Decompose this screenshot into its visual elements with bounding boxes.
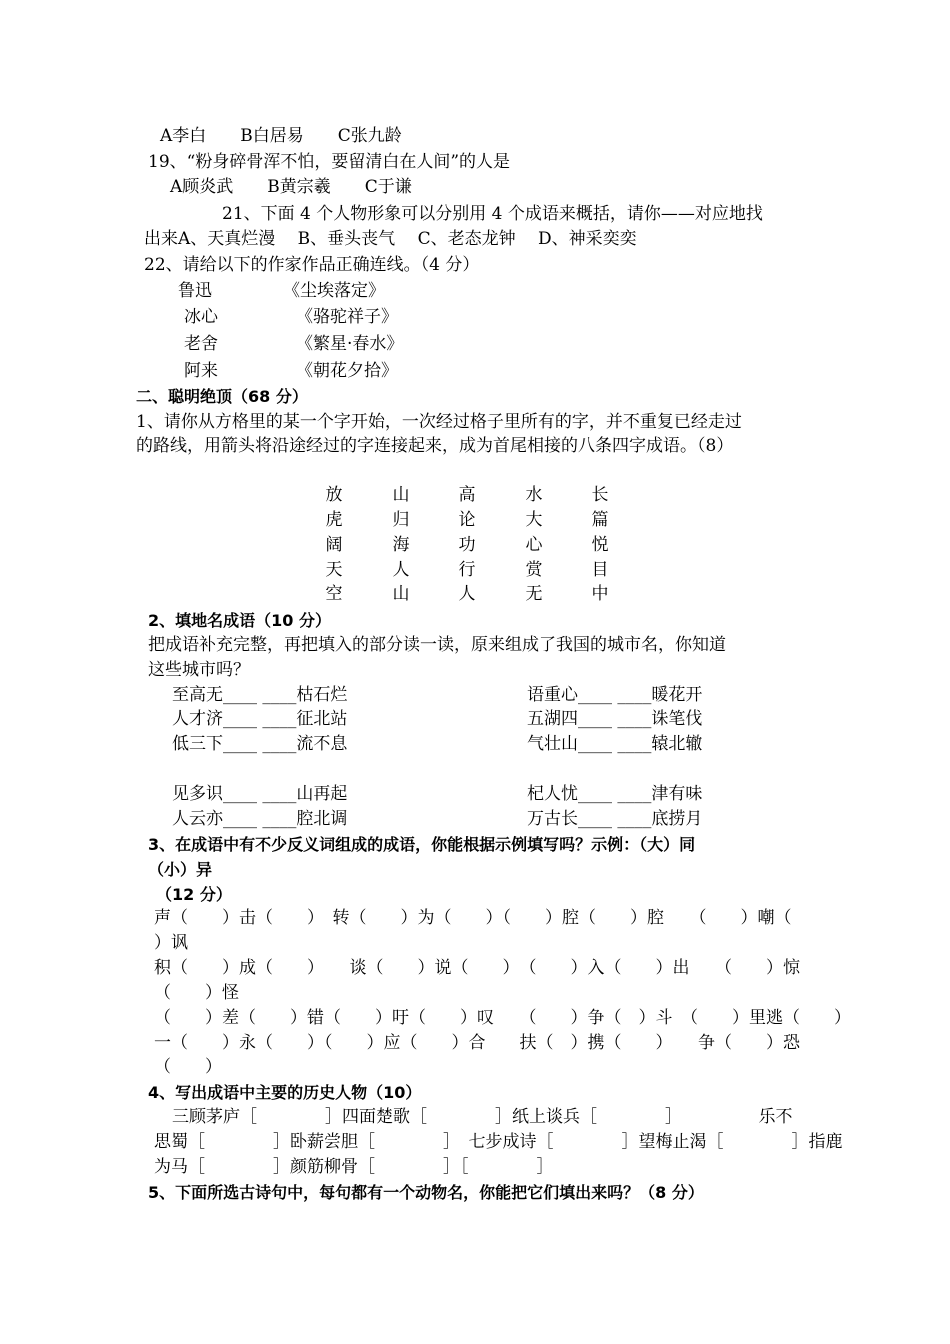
grid-char[interactable]: 海	[392, 535, 410, 555]
q21-line2: 出来A、天真烂漫 B、垂头丧气 C、老态龙钟 D、神采奕奕	[144, 229, 637, 249]
grid-char[interactable]: 山	[392, 584, 410, 604]
idiom-fill-item[interactable]: 人才济____ ____征北站	[172, 709, 348, 729]
grid-char[interactable]: 水	[525, 485, 543, 505]
section-title: 二、聪明绝顶（68 分）	[136, 387, 308, 406]
idiom-fill-item[interactable]: 语重心____ ____暖花开	[527, 685, 703, 705]
q22-author: 阿来	[184, 361, 218, 381]
q21-line1: 21、下面 4 个人物形象可以分别用 4 个成语来概括，请你——对应地找	[222, 204, 763, 224]
grid-char[interactable]: 行	[458, 560, 476, 580]
idiom-fill-item[interactable]: 见多识____ ____山再起	[172, 784, 348, 804]
q2-desc-line2: 这些城市吗？	[148, 660, 250, 680]
q22-author: 鲁迅	[178, 281, 212, 301]
idiom-fill-item[interactable]: 人云亦____ ____腔北调	[172, 809, 348, 829]
q1-line2: 的路线，用箭头将沿途经过的字连接起来，成为首尾相接的八条四字成语。（8）	[136, 436, 734, 456]
q22-work: 《尘埃落定》	[283, 281, 385, 301]
grid-char[interactable]: 阔	[325, 535, 343, 555]
q2-desc-line1: 把成语补充完整，再把填入的部分读一读，原来组成了我国的城市名，你知道	[148, 635, 726, 655]
antonym-fill-line[interactable]: ）讽	[154, 933, 188, 953]
grid-char[interactable]: 功	[458, 535, 476, 555]
idiom-fill-item[interactable]: 气壮山____ ____辕北辙	[527, 734, 703, 754]
antonym-fill-line[interactable]: 声（ ）击（ ） 转（ ）为（ ）（ ）腔（ ）腔 （ ）嘲（	[154, 908, 792, 928]
q22-work: 《繁星·春水》	[296, 334, 404, 354]
q22-question: 22、请给以下的作家作品正确连线。（4 分）	[144, 255, 480, 275]
idiom-fill-item[interactable]: 至高无____ ____枯石烂	[172, 685, 348, 705]
q3-title: （小）异	[148, 860, 213, 879]
history-figure-line[interactable]: 三顾茅庐［ ］四面楚歌［ ］纸上谈兵［ ］ 乐不	[172, 1107, 793, 1127]
grid-char[interactable]: 放	[325, 485, 343, 505]
grid-char[interactable]: 归	[392, 510, 410, 530]
grid-char[interactable]: 论	[458, 510, 476, 530]
grid-char[interactable]: 目	[591, 560, 609, 580]
grid-char[interactable]: 人	[392, 560, 410, 580]
grid-char[interactable]: 天	[325, 560, 343, 580]
q22-work: 《朝花夕拾》	[296, 361, 398, 381]
grid-char[interactable]: 高	[458, 485, 476, 505]
q3-score: （12 分）	[156, 885, 232, 904]
grid-char[interactable]: 人	[458, 584, 476, 604]
q18-options: A李白 B白居易 C张九龄	[160, 126, 402, 146]
antonym-fill-line[interactable]: （ ）	[154, 1057, 222, 1077]
q22-author: 老舍	[184, 334, 218, 354]
idiom-fill-item[interactable]: 五湖四____ ____诛笔伐	[527, 709, 703, 729]
idiom-fill-item[interactable]: 低三下____ ____流不息	[172, 734, 348, 754]
grid-char[interactable]: 心	[525, 535, 543, 555]
antonym-fill-line[interactable]: 积（ ）成（ ） 谈（ ）说（ ） （ ）入（ ）出 （ ）惊	[154, 958, 800, 978]
q1-line1: 1、请你从方格里的某一个字开始，一次经过格子里所有的字，并不重复已经走过	[136, 412, 742, 432]
idiom-fill-item[interactable]: 万古长____ ____底捞月	[527, 809, 703, 829]
history-figure-line[interactable]: 思蜀［ ］卧薪尝胆［ ］ 七步成诗［ ］望梅止渴［ ］指鹿	[154, 1132, 843, 1152]
q22-author: 冰心	[184, 307, 218, 327]
q5-title: 5、下面所选古诗句中，每句都有一个动物名，你能把它们填出来吗？（8 分）	[148, 1183, 704, 1202]
grid-char[interactable]: 虎	[325, 510, 343, 530]
idiom-fill-item[interactable]: 杞人忧____ ____津有味	[527, 784, 703, 804]
q19-options: A顾炎武 B黄宗羲 C于谦	[170, 177, 412, 197]
grid-char[interactable]: 大	[525, 510, 543, 530]
antonym-fill-line[interactable]: 一（ ）永（ ）（ ）应（ ）合 扶（ ）携（ ） 争（ ）恐	[154, 1033, 800, 1053]
antonym-fill-line[interactable]: （ ）差（ ）错（ ）吁（ ）叹 （ ）争（ ）斗 （ ）里逃（ ）	[154, 1008, 851, 1028]
grid-char[interactable]: 悦	[591, 535, 609, 555]
grid-char[interactable]: 长	[591, 485, 609, 505]
grid-char[interactable]: 中	[591, 584, 609, 604]
grid-char[interactable]: 空	[325, 584, 343, 604]
q22-work: 《骆驼祥子》	[296, 307, 398, 327]
grid-char[interactable]: 无	[525, 584, 543, 604]
q2-title: 2、填地名成语（10 分）	[148, 611, 331, 630]
q19-question: 19、“粉身碎骨浑不怕，要留清白在人间”的人是	[148, 152, 511, 172]
grid-char[interactable]: 赏	[525, 560, 543, 580]
grid-char[interactable]: 篇	[591, 510, 609, 530]
grid-char[interactable]: 山	[392, 485, 410, 505]
q3-title: 3、在成语中有不少反义词组成的成语，你能根据示例填写吗？示例：（大）同	[148, 835, 696, 854]
history-figure-line[interactable]: 为马［ ］颜筋柳骨［ ］［ ］	[154, 1157, 554, 1177]
antonym-fill-line[interactable]: （ ）怪	[154, 983, 239, 1003]
q4-title: 4、写出成语中主要的历史人物（10）	[148, 1083, 422, 1102]
